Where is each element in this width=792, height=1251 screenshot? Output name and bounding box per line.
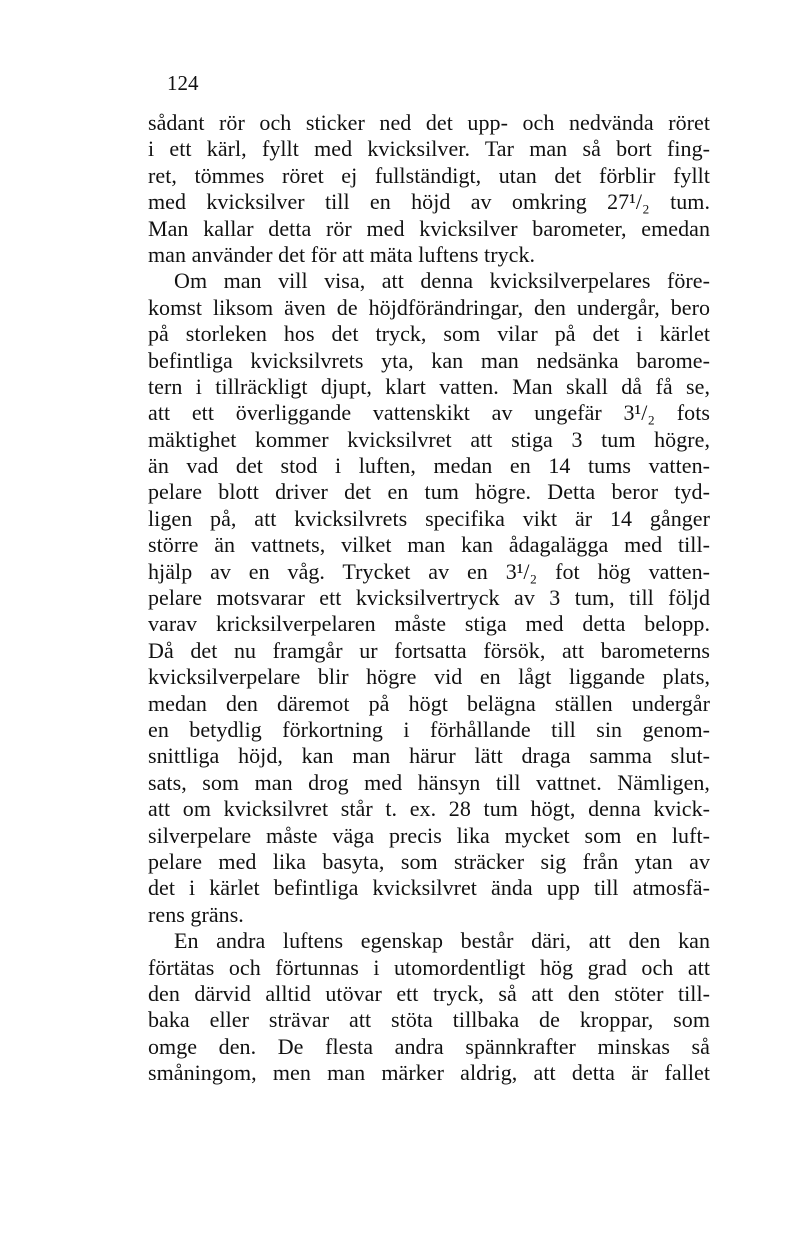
text-line: mäktighet kommer kvicksilvret att stiga 3 tum högre, <box>148 426 710 452</box>
text-line: ligen på, att kvicksilvrets specifika vikt är 14 gånger <box>148 505 710 531</box>
text-line: kvicksilverpelare blir högre vid en lågt liggande plats, <box>148 664 710 690</box>
text-line: att ett överliggande vattenskikt av ungefär 3¹/₂ fots <box>148 400 710 426</box>
text-line: silverpelare måste väga precis lika mycket som en luft- <box>148 822 710 848</box>
text-line: den därvid alltid utövar ett tryck, så att den stöter till- <box>148 980 710 1006</box>
text-line: pelare med lika basyta, som sträcker sig från ytan av <box>148 848 710 874</box>
text-line: tern i tillräckligt djupt, klart vatten. Man skall då få se, <box>148 373 710 399</box>
text-line: pelare blott driver det en tum högre. Detta beror tyd- <box>148 479 710 505</box>
text-line: varav kricksilverpelaren måste stiga med detta belopp. <box>148 611 710 637</box>
text-line: snittliga höjd, kan man härur lätt draga samma slut- <box>148 743 710 769</box>
text-line: småningom, men man märker aldrig, att detta är fallet <box>148 1060 710 1086</box>
text-line: ret, tömmes röret ej fullständigt, utan det förblir fyllt <box>148 162 710 188</box>
text-line: att om kvicksilvret står t. ex. 28 tum högt, denna kvick- <box>148 796 710 822</box>
text-line: i ett kärl, fyllt med kvicksilver. Tar man så bort fing- <box>148 136 710 162</box>
text-line: omge den. De flesta andra spännkrafter minskas så <box>148 1033 710 1059</box>
text-line: En andra luftens egenskap består däri, att den kan <box>174 928 710 954</box>
text-line: befintliga kvicksilvrets yta, kan man nedsänka barome- <box>148 347 710 373</box>
body-text <box>148 110 710 1086</box>
text-line: man använder det för att mäta luftens tryck. <box>148 241 536 267</box>
text-line: hjälp av en våg. Trycket av en 3¹/₂ fot hög vatten- <box>148 558 710 584</box>
page-number: 124 <box>167 71 199 95</box>
text-line: än vad det stod i luften, medan en 14 tums vatten- <box>148 453 710 479</box>
text-line: förtätas och förtunnas i utomordentligt hög grad och att <box>148 954 710 980</box>
text-line: komst liksom även de höjdförändringar, den undergår, bero <box>148 294 710 320</box>
text-line: rens gräns. <box>148 901 244 927</box>
text-line: sats, som man drog med hänsyn till vattnet. Nämligen, <box>148 769 710 795</box>
text-line: medan den däremot på högt belägna ställen undergår <box>148 690 710 716</box>
text-line: Man kallar detta rör med kvicksilver barometer, emedan <box>148 215 710 241</box>
text-line: på storleken hos det tryck, som vilar på det i kärlet <box>148 321 710 347</box>
text-line: sådant rör och sticker ned det upp- och nedvända röret <box>148 110 710 135</box>
text-line: Om man vill visa, att denna kvicksilverpelares före- <box>174 268 710 294</box>
text-line: pelare motsvarar ett kvicksilvertryck av 3 tum, till följd <box>148 585 710 611</box>
text-line: med kvicksilver till en höjd av omkring 27¹/₂ tum. <box>148 189 710 215</box>
text-line: en betydlig förkortning i förhållande till sin genom- <box>148 716 710 742</box>
text-line: baka eller strävar att stöta tillbaka de kroppar, som <box>148 1007 710 1033</box>
text-line: det i kärlet befintliga kvicksilvret ända upp till atmosfä- <box>148 875 710 901</box>
text-line: större än vattnets, vilket man kan ådagalägga med till- <box>148 532 710 558</box>
text-line: Då det nu framgår ur fortsatta försök, att barometerns <box>148 637 710 663</box>
